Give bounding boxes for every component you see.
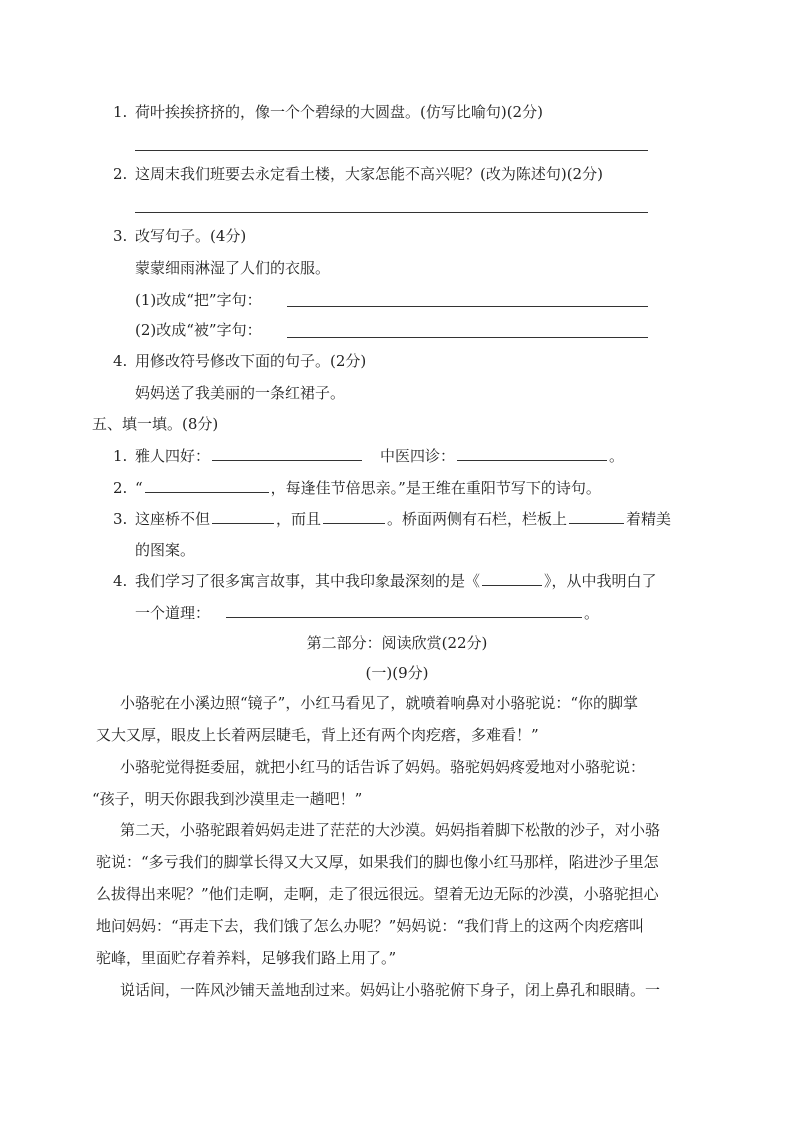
passage-line: 第二天，小骆驼跟着妈妈走进了茫茫的大沙漠。妈妈指着脚下松散的沙子，对小骆: [120, 821, 661, 839]
blank[interactable]: [323, 509, 385, 524]
fill-text: 》，从中我明白了: [544, 572, 657, 590]
blank[interactable]: [212, 446, 362, 461]
fill-text: ，每逢佳节倍思亲。”是王维在重阳节写下的诗句。: [270, 479, 601, 497]
example-sentence: 蒙蒙细雨淋湿了人们的衣服。: [135, 259, 331, 277]
question-4: [113, 351, 366, 371]
fill-2: [113, 478, 601, 498]
passage-line: 地问妈妈：“再走下去，我们饿了怎么办呢？”妈妈说：“我们背上的这两个肉疙瘩叫: [96, 917, 645, 935]
question-number: 2.: [113, 479, 128, 497]
passage-line: 又大又厚，眼皮上长着两层睫毛，背上还有两个肉疙瘩，多难看！”: [96, 726, 539, 744]
blank[interactable]: [226, 603, 582, 618]
question-1: [113, 102, 543, 122]
answer-line[interactable]: [135, 150, 648, 151]
answer-line[interactable]: [287, 337, 648, 338]
sub-question-label: (1)改成“把”字句：: [135, 291, 262, 309]
section-title: 五、填一填。(8分): [92, 415, 219, 433]
fill-text: 着精美: [626, 510, 672, 528]
blank[interactable]: [482, 571, 542, 586]
edit-sentence: 妈妈送了我美丽的一条红裙子。: [135, 384, 346, 402]
fill-1: [113, 446, 624, 466]
question-text: 荷叶挨挨挤挤的，像一个个碧绿的大圆盘。(仿写比喻句)(2分): [135, 103, 543, 121]
answer-line[interactable]: [135, 212, 648, 213]
fill-label: 雅人四好：: [135, 447, 211, 465]
sub-question-bei: [135, 320, 262, 340]
punctuation: 。: [609, 447, 625, 465]
fill-4: [113, 571, 657, 591]
question-number: 4.: [113, 572, 128, 590]
question-number: 4.: [113, 352, 128, 370]
fill-text: 这座桥不但: [135, 510, 211, 528]
passage-line: 驼峰，里面贮存着养料，足够我们路上用了。”: [96, 949, 397, 967]
fill-text: 一个道理：: [135, 604, 211, 622]
fill-3-line2: 的图案。: [135, 541, 196, 559]
fill-label: 中医四诊：: [380, 447, 456, 465]
passage-line: 说话间，一阵风沙铺天盖地刮过来。妈妈让小骆驼俯下身子，闭上鼻孔和眼睛。一: [120, 981, 661, 999]
question-text: 用修改符号修改下面的句子。(2分): [135, 352, 367, 370]
fill-3: [113, 509, 671, 529]
passage-line: 小骆驼觉得挺委屈，就把小红马的话告诉了妈妈。骆驼妈妈疼爱地对小骆驼说：: [120, 758, 646, 776]
fill-text: ，而且: [276, 510, 322, 528]
blank[interactable]: [145, 478, 269, 493]
question-number: 3.: [113, 227, 128, 245]
passage-line: 小骆驼在小溪边照“镜子”，小红马看见了，就喷着响鼻对小骆驼说：“你的脚掌: [120, 694, 639, 712]
fill-text: 我们学习了很多寓言故事，其中我印象最深刻的是《: [135, 572, 481, 590]
fill-4-line2: [135, 603, 599, 623]
question-number: 3.: [113, 510, 128, 528]
question-3: [113, 226, 246, 246]
passage-line: “孩子，明天你跟我到沙漠里走一趟吧！”: [92, 790, 363, 808]
question-number: 2.: [113, 165, 128, 183]
sub-question-ba: [135, 290, 262, 310]
fill-text: 。桥面两侧有石栏，栏板上: [387, 510, 568, 528]
question-text: 改写句子。(4分): [135, 227, 247, 245]
blank[interactable]: [457, 446, 607, 461]
passage-line: 么拔得出来呢？”他们走啊，走啊，走了很远很远。望着无边无际的沙漠，小骆驼担心: [96, 885, 659, 903]
quote-mark: “: [135, 479, 143, 497]
blank[interactable]: [569, 509, 624, 524]
question-number: 1.: [113, 103, 128, 121]
question-2: [113, 164, 603, 184]
punctuation: 。: [584, 604, 600, 622]
part-title: 第二部分：阅读欣赏(22分): [306, 634, 488, 652]
sub-question-label: (2)改成“被”字句：: [135, 321, 262, 339]
passage-line: 驼说：“多亏我们的脚掌长得又大又厚，如果我们的脚也像小红马那样，陷进沙子里怎: [96, 853, 659, 871]
question-number: 1.: [113, 447, 128, 465]
answer-line[interactable]: [287, 306, 648, 307]
blank[interactable]: [212, 509, 274, 524]
question-text: 这周末我们班要去永定看土楼，大家怎能不高兴呢？(改为陈述句)(2分): [135, 165, 603, 183]
part-subtitle: (一)(9分): [365, 664, 429, 682]
